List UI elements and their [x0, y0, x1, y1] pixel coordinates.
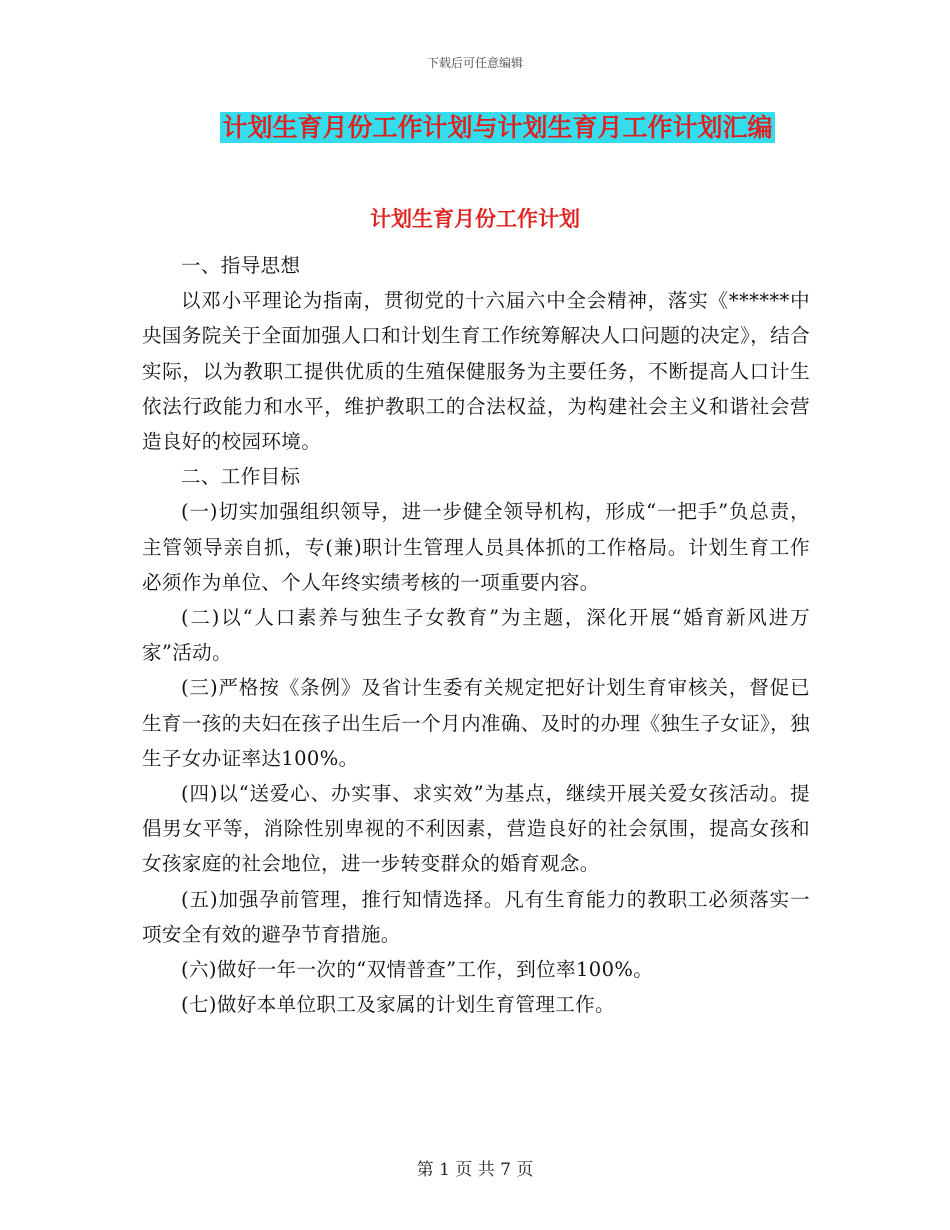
header-note: 下载后可任意编辑 [426, 56, 523, 70]
goal-item-5: (五)加强孕前管理，推行知情选择。凡有生育能力的教职工必须落实一项安全有效的避孕节育措施。 [142, 887, 810, 946]
document-title-text: 计划生育月份工作计划与计划生育月工作计划汇编 [222, 113, 773, 142]
section-title: 计划生育月份工作计划 [370, 207, 580, 231]
goal-item-1: (一)切实加强组织领导，进一步健全领导机构，形成“一把手”负总责，主管领导亲自抓，专(兼)职计生管理人员具体抓的工作格局。计划生育工作必须作为单位、个人年终实绩考核的一项重要内容。 [142, 500, 810, 594]
page-number: 第 1 页 共 7 页 [416, 1160, 534, 1180]
heading-guiding-ideology: 一、指导思想 [181, 254, 301, 277]
paragraph-guiding-ideology: 以邓小平理论为指南，贯彻党的十六届六中全会精神，落实《******中央国务院关于全面加强人口和计划生育工作统筹解决人口问题的决定》，结合实际，以为教职工提供优质的生殖保健服务为主要任务，不断提高人口计生依法行政能力和水平，维护教职工的合法权益，为构建社会主义和谐社会营造良好的校园环境。 [142, 289, 810, 454]
goal-item-3: (三)严格按《条例》及省计生委有关规定把好计划生育审核关，督促已生育一孩的夫妇在孩子出生后一个月内准确、及时的办理《独生子女证》，独生子女办证率达100%。 [142, 676, 810, 770]
goal-item-6: (六)做好一年一次的“双情普查”工作，到位率100%。 [181, 958, 654, 982]
document-title [0, 112, 950, 143]
document-body [142, 248, 810, 1022]
goal-item-7: (七)做好本单位职工及家属的计划生育管理工作。 [181, 993, 615, 1017]
heading-work-goals: 二、工作目标 [181, 465, 301, 489]
goal-item-2: (二)以“人口素养与独生子女教育”为主题，深化开展“婚育新风进万家”活动。 [142, 606, 810, 665]
goal-item-4: (四)以“送爱心、办实事、求实效”为基点，继续开展关爱女孩活动。提倡男女平等，消除性别卑视的不利因素，营造良好的社会氛围，提高女孩和女孩家庭的社会地位，进一步转变群众的婚育观念。 [142, 782, 810, 876]
